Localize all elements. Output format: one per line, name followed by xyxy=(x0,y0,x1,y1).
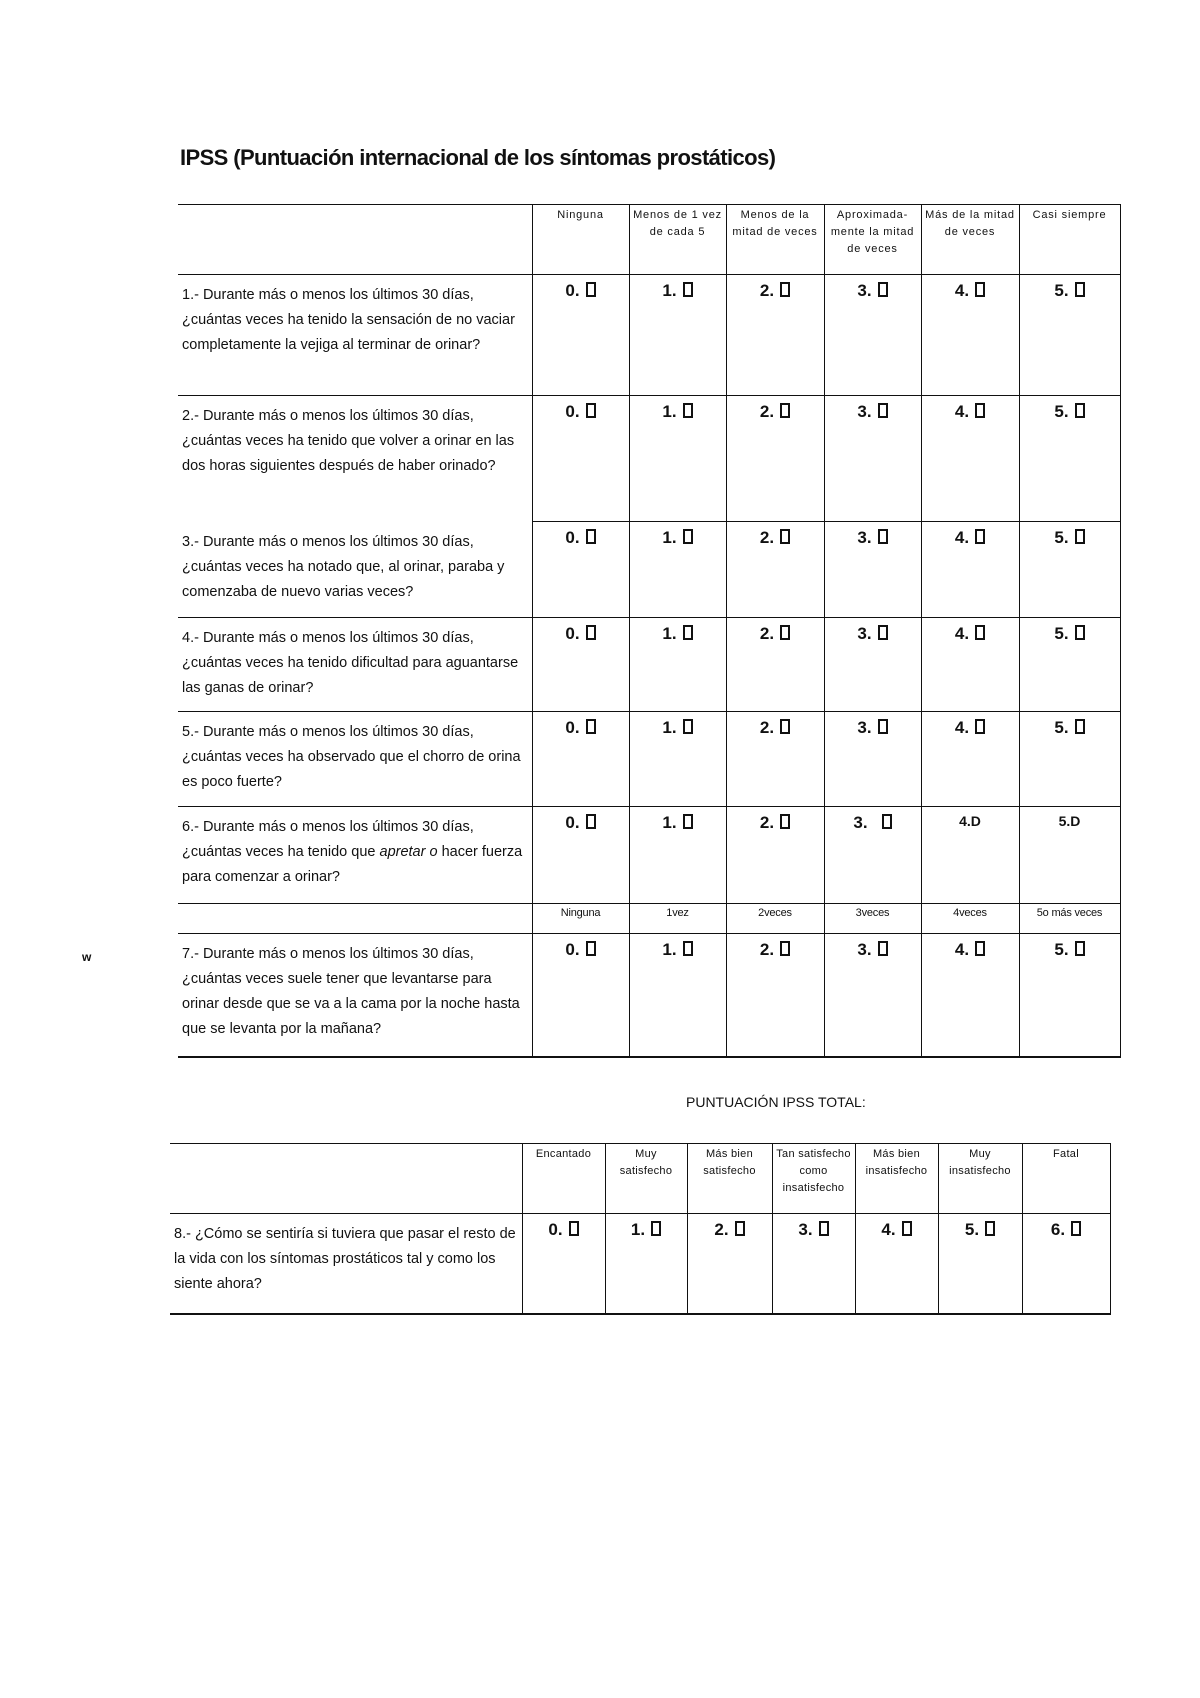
night-header-ninguna: Ninguna xyxy=(532,904,629,934)
night-header-1vez: 1vez xyxy=(629,904,726,934)
option-label: 1. xyxy=(662,624,677,643)
option-label: 4. xyxy=(954,718,970,737)
checkbox-icon[interactable] xyxy=(975,529,985,544)
checkbox-icon[interactable] xyxy=(1071,1221,1081,1236)
option-label: 3. xyxy=(857,940,872,959)
header-menos-mitad: Menos de la mitad de veces xyxy=(726,205,824,275)
satisfaction-header-blank-cell xyxy=(170,1144,522,1214)
header-menos-1-de-5: Menos de 1 vez de cada 5 xyxy=(629,205,726,275)
checkbox-icon[interactable] xyxy=(1075,941,1085,956)
checkbox-icon[interactable] xyxy=(975,941,985,956)
header-aprox-mitad: Aproximada-mente la mitad de veces xyxy=(824,205,921,275)
checkbox-icon[interactable] xyxy=(975,282,985,297)
option-cell[interactable] xyxy=(1019,522,1120,618)
question-text-6-italic: apretar o xyxy=(379,844,438,860)
checkbox-icon[interactable] xyxy=(569,1221,579,1236)
option-label: 6. xyxy=(1050,1220,1066,1239)
header-blank-cell xyxy=(178,205,532,275)
option-label: 1. xyxy=(662,281,677,300)
question-text-3: 3.- Durante más o menos los últimos 30 días, ¿cuántas veces ha notado que, al orinar, paraba y comenzaba de nuevo varias veces? xyxy=(178,522,532,618)
option-cell[interactable] xyxy=(629,618,726,712)
option-label: 5. xyxy=(1054,528,1069,547)
header-casi-siempre: Casi siempre xyxy=(1019,205,1120,275)
question-text-6-part2: hacer fuerza para comenzar a orinar? xyxy=(182,844,523,885)
question-text-6-part1: 6.- Durante más o menos los últimos 30 días, ¿cuántas veces ha tenido que xyxy=(182,819,474,860)
option-label: 3. xyxy=(857,281,872,300)
option-label: 4. xyxy=(954,528,970,547)
option-cell[interactable] xyxy=(629,522,726,618)
option-label: 3. xyxy=(798,1220,813,1239)
checkbox-icon[interactable] xyxy=(586,282,596,297)
option-cell[interactable] xyxy=(629,396,726,522)
night-header-5veces: 5o más veces xyxy=(1019,904,1120,934)
option-cell[interactable] xyxy=(726,712,824,807)
checkbox-icon[interactable] xyxy=(780,403,790,418)
option-cell[interactable] xyxy=(921,522,1019,618)
option-label: 0. xyxy=(565,624,580,643)
option-cell[interactable] xyxy=(629,807,726,904)
option-cell[interactable] xyxy=(522,1214,605,1314)
option-cell[interactable] xyxy=(532,396,629,522)
option-label: 2. xyxy=(759,718,775,737)
option-label: 4. xyxy=(954,281,970,300)
option-cell[interactable] xyxy=(824,275,921,396)
question-text-2: 2.- Durante más o menos los últimos 30 días, ¿cuántas veces ha tenido que volver a orinar en las dos horas siguientes después de haber orinado? xyxy=(178,396,532,522)
option-cell[interactable] xyxy=(921,618,1019,712)
option-label: 1. xyxy=(662,813,677,832)
option-label: 3. xyxy=(857,718,872,737)
checkbox-icon[interactable] xyxy=(882,814,892,829)
checkbox-icon[interactable] xyxy=(683,814,693,829)
frequency-header-row xyxy=(178,205,1120,275)
question-row-4 xyxy=(178,618,1120,712)
option-cell[interactable] xyxy=(824,712,921,807)
checkbox-icon[interactable] xyxy=(878,282,888,297)
option-cell[interactable] xyxy=(532,712,629,807)
option-cell[interactable] xyxy=(921,275,1019,396)
checkbox-icon[interactable] xyxy=(780,719,790,734)
checkbox-icon[interactable] xyxy=(780,625,790,640)
checkbox-icon[interactable] xyxy=(1075,529,1085,544)
header-mas-bien-insatisfecho: Más bien insatisfecho xyxy=(855,1144,938,1214)
option-cell[interactable] xyxy=(938,1214,1022,1314)
option-cell[interactable] xyxy=(824,934,921,1057)
checkbox-icon[interactable] xyxy=(878,719,888,734)
checkbox-icon[interactable] xyxy=(683,529,693,544)
option-cell[interactable] xyxy=(824,522,921,618)
option-cell[interactable] xyxy=(726,618,824,712)
option-cell[interactable] xyxy=(921,396,1019,522)
checkbox-icon[interactable] xyxy=(586,625,596,640)
option-cell[interactable] xyxy=(855,1214,938,1314)
checkbox-icon[interactable] xyxy=(985,1221,995,1236)
ipss-table xyxy=(178,204,1121,1058)
option-label: 4. xyxy=(954,624,970,643)
checkbox-icon[interactable] xyxy=(1075,719,1085,734)
header-muy-satisfecho: Muy satisfecho xyxy=(605,1144,687,1214)
question-row-7 xyxy=(178,934,1120,1057)
option-cell[interactable] xyxy=(605,1214,687,1314)
option-label: 0. xyxy=(565,813,580,832)
checkbox-icon[interactable] xyxy=(975,403,985,418)
option-label: 3. xyxy=(857,624,872,643)
checkbox-icon[interactable] xyxy=(651,1221,661,1236)
option-label: 5. xyxy=(1054,940,1069,959)
question-text-5: 5.- Durante más o menos los últimos 30 días, ¿cuántas veces ha observado que el chorro de orina es poco fuerte? xyxy=(178,712,532,807)
satisfaction-table xyxy=(170,1143,1111,1315)
page-title: IPSS (Puntuación internacional de los síntomas prostáticos) xyxy=(180,145,776,170)
option-label: 1. xyxy=(662,528,677,547)
header-muy-insatisfecho: Muy insatisfecho xyxy=(938,1144,1022,1214)
checkbox-icon[interactable] xyxy=(780,282,790,297)
question-row-5 xyxy=(178,712,1120,807)
option-label: 5. xyxy=(1054,281,1069,300)
option-cell[interactable] xyxy=(726,807,824,904)
header-mas-bien-satisfecho: Más bien satisfecho xyxy=(687,1144,772,1214)
option-cell[interactable] xyxy=(1019,934,1120,1057)
option-label: 5. xyxy=(1054,624,1069,643)
option-cell[interactable] xyxy=(921,712,1019,807)
option-cell[interactable] xyxy=(921,934,1019,1057)
option-cell[interactable] xyxy=(726,275,824,396)
checkbox-icon[interactable] xyxy=(1075,625,1085,640)
header-encantado: Encantado xyxy=(522,1144,605,1214)
night-header-3veces: 3veces xyxy=(824,904,921,934)
option-label: 4. xyxy=(954,940,970,959)
option-cell[interactable] xyxy=(726,396,824,522)
checkbox-icon[interactable] xyxy=(780,941,790,956)
option-cell[interactable] xyxy=(1019,712,1120,807)
option-cell[interactable] xyxy=(629,934,726,1057)
option-label: 2. xyxy=(759,624,775,643)
checkbox-icon[interactable] xyxy=(975,625,985,640)
checkbox-icon[interactable] xyxy=(1075,403,1085,418)
option-label: 3. xyxy=(853,813,868,832)
option-label: 0. xyxy=(565,940,580,959)
question-text-7: 7.- Durante más o menos los últimos 30 días, ¿cuántas veces suele tener que levantarse para orinar desde que se va a la cama por la noche hasta que se levanta por la mañana? xyxy=(178,934,532,1057)
option-cell[interactable] xyxy=(687,1214,772,1314)
option-cell[interactable] xyxy=(772,1214,855,1314)
option-cell[interactable] xyxy=(532,275,629,396)
option-label: 0. xyxy=(548,1220,563,1239)
checkbox-icon[interactable] xyxy=(586,403,596,418)
checkbox-icon[interactable] xyxy=(683,282,693,297)
header-fatal: Fatal xyxy=(1022,1144,1110,1214)
option-cell[interactable] xyxy=(1019,618,1120,712)
checkbox-icon[interactable] xyxy=(1075,282,1085,297)
option-cell[interactable] xyxy=(824,618,921,712)
checkbox-icon[interactable] xyxy=(902,1221,912,1236)
option-label: 1. xyxy=(630,1220,646,1239)
night-header-4veces: 4veces xyxy=(921,904,1019,934)
header-tan-satisfecho: Tan satisfecho como insatisfecho xyxy=(772,1144,855,1214)
question-row-1 xyxy=(178,275,1120,396)
option-label: 5.D xyxy=(1058,813,1081,829)
checkbox-icon[interactable] xyxy=(878,529,888,544)
question-text-8: 8.- ¿Cómo se sentiría si tuviera que pasar el resto de la vida con los síntomas prostáticos tal y como los siente ahora? xyxy=(170,1214,522,1314)
checkbox-icon[interactable] xyxy=(780,814,790,829)
option-label: 0. xyxy=(565,281,580,300)
header-ninguna: Ninguna xyxy=(532,205,629,275)
option-label: 0. xyxy=(565,528,580,547)
checkbox-icon[interactable] xyxy=(780,529,790,544)
total-score-label: PUNTUACIÓN IPSS TOTAL: xyxy=(686,1094,866,1110)
checkbox-icon[interactable] xyxy=(878,625,888,640)
question-text-4: 4.- Durante más o menos los últimos 30 días, ¿cuántas veces ha tenido dificultad para aguantarse las ganas de orinar? xyxy=(178,618,532,712)
option-cell[interactable] xyxy=(532,934,629,1057)
option-label: 5. xyxy=(1054,402,1069,421)
option-label: 0. xyxy=(565,718,580,737)
header-mas-mitad: Más de la mitad de veces xyxy=(921,205,1019,275)
option-label: 4.D xyxy=(959,813,981,829)
checkbox-icon[interactable] xyxy=(683,625,693,640)
option-cell[interactable] xyxy=(726,934,824,1057)
night-header-row xyxy=(178,904,1120,934)
option-cell[interactable] xyxy=(1022,1214,1110,1314)
question-text-1: 1.- Durante más o menos los últimos 30 días, ¿cuántas veces ha tenido la sensación de no vaciar completamente la vejiga al terminar de orinar? xyxy=(178,275,532,396)
checkbox-icon[interactable] xyxy=(683,403,693,418)
option-label: 2. xyxy=(759,940,775,959)
option-cell[interactable] xyxy=(532,618,629,712)
option-label: 3. xyxy=(857,528,872,547)
checkbox-icon[interactable] xyxy=(586,719,596,734)
option-label: 5. xyxy=(964,1220,980,1239)
option-label: 2. xyxy=(759,813,775,832)
checkbox-icon[interactable] xyxy=(683,719,693,734)
option-label: 1. xyxy=(662,402,677,421)
option-cell[interactable] xyxy=(1019,396,1120,522)
question-row-3 xyxy=(178,522,1120,618)
question-row-8 xyxy=(170,1214,1110,1314)
option-cell[interactable] xyxy=(726,522,824,618)
option-cell[interactable] xyxy=(1019,807,1120,904)
option-cell[interactable] xyxy=(921,807,1019,904)
option-label: 4. xyxy=(881,1220,896,1239)
option-label: 2. xyxy=(714,1220,729,1239)
question-row-6 xyxy=(178,807,1120,904)
checkbox-icon[interactable] xyxy=(975,719,985,734)
option-cell[interactable] xyxy=(824,807,921,904)
option-label: 1. xyxy=(662,940,677,959)
checkbox-icon[interactable] xyxy=(878,941,888,956)
option-label: 0. xyxy=(565,402,580,421)
night-header-blank-cell xyxy=(178,904,532,934)
question-text-6 xyxy=(178,807,532,904)
option-label: 4. xyxy=(954,402,970,421)
question-row-2 xyxy=(178,396,1120,522)
option-cell[interactable] xyxy=(532,807,629,904)
checkbox-icon[interactable] xyxy=(878,403,888,418)
option-cell[interactable] xyxy=(824,396,921,522)
option-cell[interactable] xyxy=(629,712,726,807)
stray-mark: w xyxy=(82,950,92,964)
checkbox-icon[interactable] xyxy=(586,941,596,956)
option-cell[interactable] xyxy=(1019,275,1120,396)
checkbox-icon[interactable] xyxy=(683,941,693,956)
satisfaction-header-row xyxy=(170,1144,1110,1214)
option-cell[interactable] xyxy=(532,522,629,618)
checkbox-icon[interactable] xyxy=(735,1221,745,1236)
checkbox-icon[interactable] xyxy=(586,529,596,544)
option-label: 2. xyxy=(759,281,775,300)
option-label: 2. xyxy=(759,402,775,421)
checkbox-icon[interactable] xyxy=(586,814,596,829)
night-header-2veces: 2veces xyxy=(726,904,824,934)
option-label: 3. xyxy=(857,402,872,421)
option-cell[interactable] xyxy=(629,275,726,396)
option-label: 2. xyxy=(759,528,775,547)
option-label: 1. xyxy=(662,718,677,737)
option-label: 5. xyxy=(1054,718,1069,737)
checkbox-icon[interactable] xyxy=(819,1221,829,1236)
